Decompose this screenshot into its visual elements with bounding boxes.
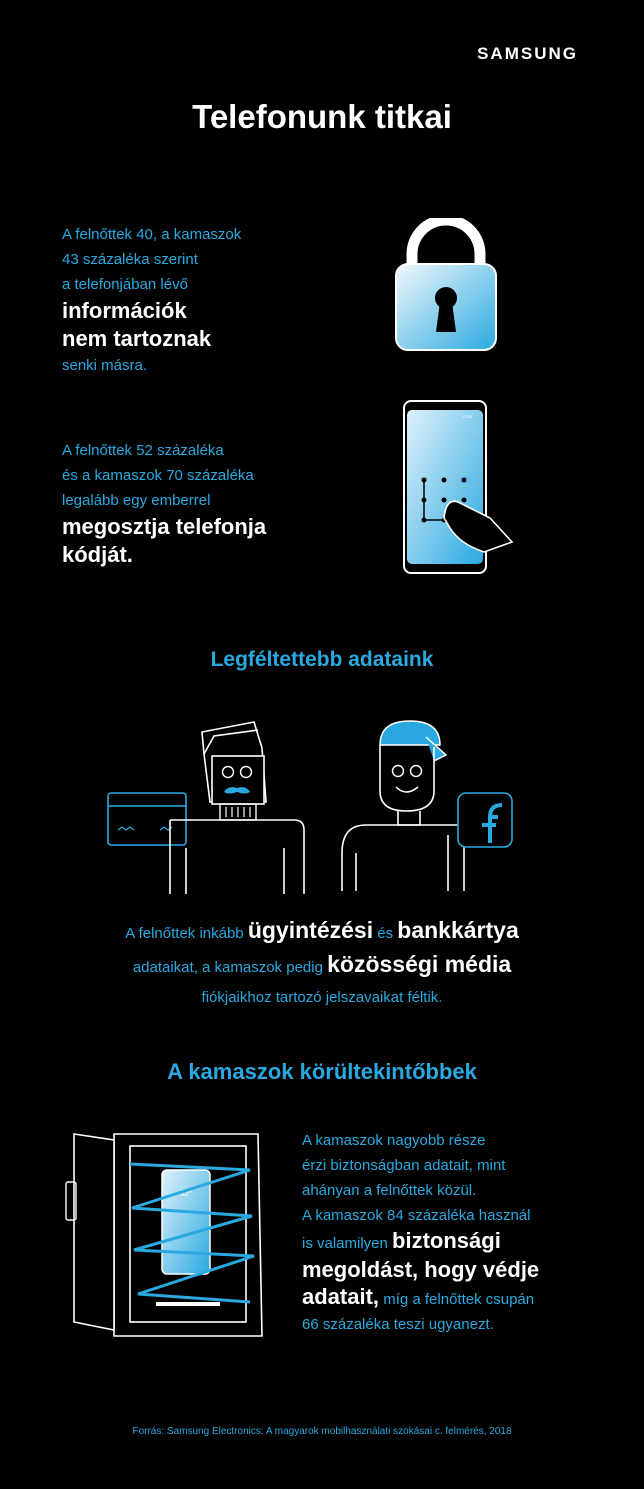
mid-highlight: bankkártya [397,917,519,943]
phone-time: 12:45 [461,414,472,419]
mid-text: A felnőttek inkább [125,925,248,942]
mid-statement [0,915,644,1013]
stat-line: ahányan a felnőttek közül. [302,1182,477,1199]
stat-line: míg a felnőttek csupán [379,1291,535,1308]
stat-line: A felnőttek 40, a kamaszok [62,226,242,243]
page-title: Telefonunk titkai [192,98,452,135]
man-icon [104,718,314,894]
stat-line: 66 százaléka teszi ugyanezt. [302,1316,494,1333]
stat-security [302,1128,539,1337]
stat-highlight: kódját. [62,542,133,567]
safe-icon [60,1126,270,1342]
teen-icon [336,715,520,895]
stat-highlight: adatait, [302,1284,380,1309]
card-icon [108,793,186,845]
stat-line: senki másra. [62,357,148,374]
facebook-icon [458,793,512,847]
stat-line: 43 százaléka szerint [62,251,198,268]
mid-text: adataikat, a kamaszok pedig [132,959,328,976]
stat-line: A kamaszok nagyobb része [302,1132,486,1149]
stat-line: is valamilyen [302,1235,393,1252]
stat-line: legalább egy emberrel [62,492,211,509]
phone-pattern-icon [400,398,520,576]
mid-text: és [373,925,398,942]
stat-passcode [62,438,266,569]
stat-line: A felnőttek 52 százaléka [62,442,224,459]
stat-highlight: megosztja telefonja [62,514,267,539]
stat-line: a telefonjában lévő [62,276,188,293]
stat-highlight: információk [62,298,187,323]
stat-highlight: megoldást, hogy védje [302,1257,540,1282]
stat-line: A kamaszok 84 százaléka használ [302,1207,531,1224]
mid-highlight: ügyintézési [247,917,374,943]
stat-highlight: nem tartoznak [62,326,212,351]
padlock-icon [390,218,502,354]
source-note: Forrás: Samsung Electronics: A magyarok mobilhasználati szokásai c. felmérés, 2018 [132,1426,512,1437]
stat-line: és a kamaszok 70 százaléka [62,467,254,484]
safe-phone-temp: 32° [179,1189,193,1198]
section-title-teens: A kamaszok körültekintőbbek [167,1059,477,1084]
mid-text: fiókjaikhoz tartozó jelszavaikat féltik. [201,989,443,1006]
stat-privacy [62,222,241,378]
stat-line: érzi biztonságban adatait, mint [302,1157,506,1174]
mid-highlight: közösségi média [327,951,512,977]
samsung-logo: SAMSUNG [477,44,578,63]
section-title-data: Legféltettebb adataink [210,648,434,671]
stat-highlight: biztonsági [392,1228,501,1253]
